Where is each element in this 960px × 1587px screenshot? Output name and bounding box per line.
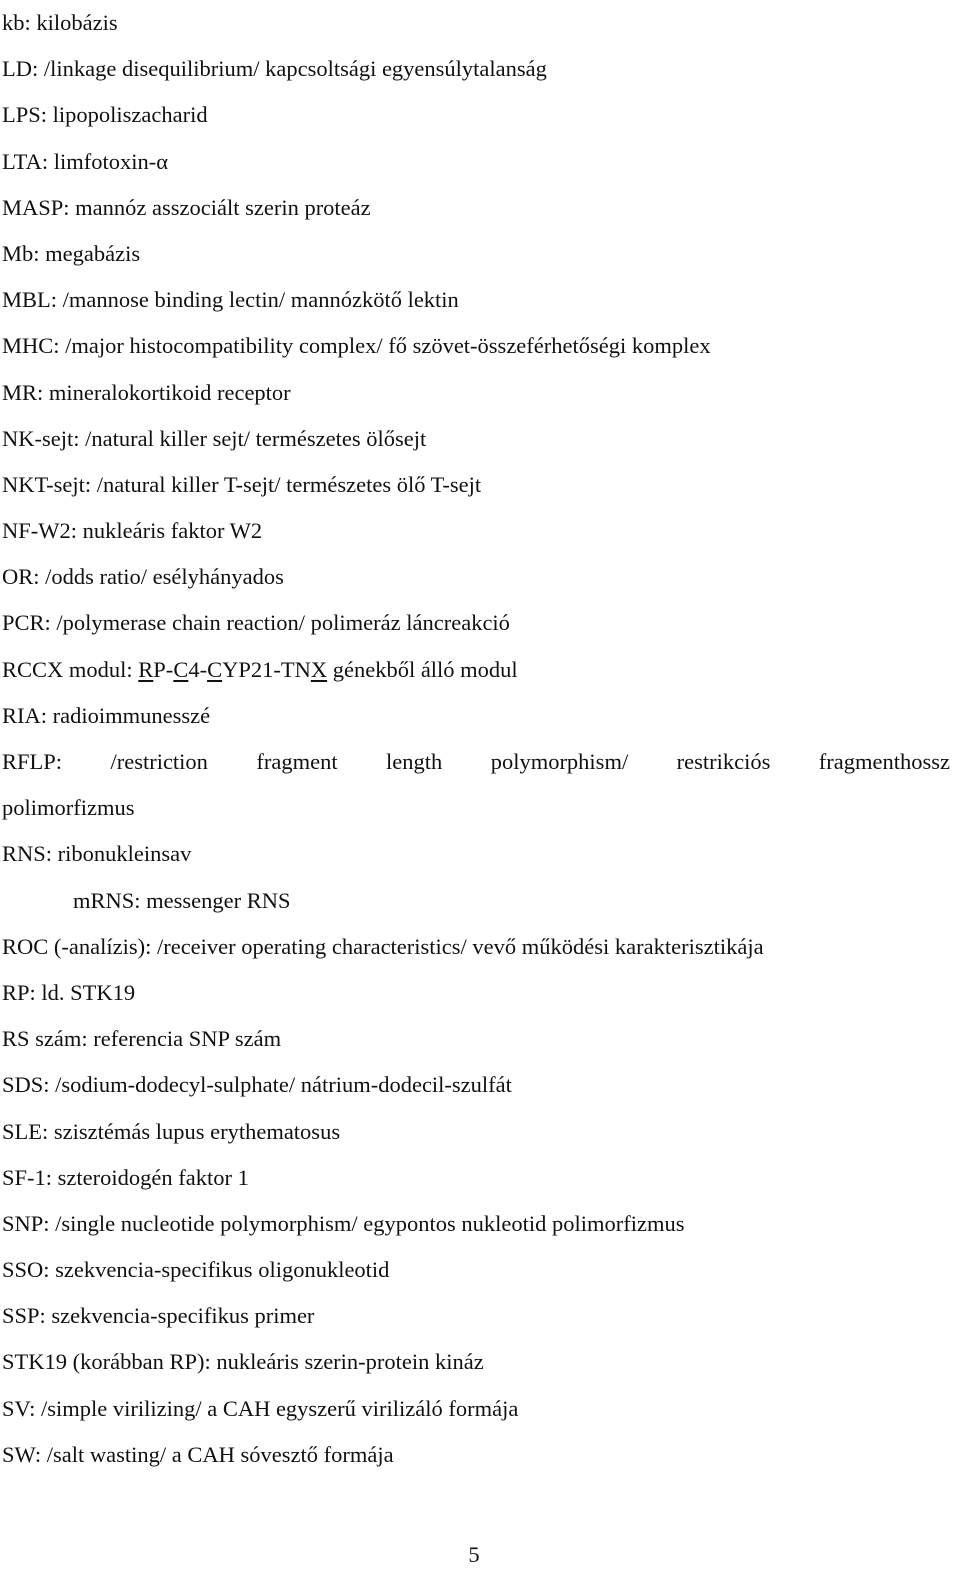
abbreviation-entry-mr: MR: mineralokortikoid receptor bbox=[2, 379, 291, 405]
abbreviation-entry-sv: SV: /simple virilizing/ a CAH egyszerű virilizáló formája bbox=[2, 1395, 519, 1421]
abbreviation-entry-ssp: SSP: szekvencia-specifikus primer bbox=[2, 1303, 315, 1329]
abbreviation-entry-sf-1: SF-1: szteroidogén faktor 1 bbox=[2, 1164, 249, 1190]
abbreviation-entry-rs: RS szám: referencia SNP szám bbox=[2, 1026, 282, 1052]
abbreviation-entry-mb: Mb: megabázis bbox=[2, 240, 141, 266]
abbreviation-entry-rflp: RFLP: /restriction fragment length polymorphism/ restrikciós fragmenthossz bbox=[2, 749, 950, 774]
rccx-underlined-c2: C bbox=[207, 656, 223, 682]
rccx-suffix: génekből álló modul bbox=[327, 656, 518, 682]
abbreviation-entry-mbl: MBL: /mannose binding lectin/ mannózkötő lektin bbox=[2, 287, 459, 313]
abbreviation-entry-pcr: PCR: /polymerase chain reaction/ polimeráz láncreakció bbox=[2, 610, 510, 636]
abbreviation-entry-kb: kb: kilobázis bbox=[2, 10, 118, 35]
abbreviation-entry-lta: LTA: limfotoxin-α bbox=[2, 148, 169, 174]
abbreviation-entry-ria: RIA: radioimmunesszé bbox=[2, 702, 211, 728]
rccx-underlined-c: C bbox=[173, 656, 189, 682]
rccx-yp21-tn: YP21-TN bbox=[222, 656, 311, 682]
rccx-p-dash: P- bbox=[153, 656, 174, 682]
abbreviation-entry-sw: SW: /salt wasting/ a CAH sóvesztő formája bbox=[2, 1441, 394, 1467]
abbreviation-entry-nf-w2: NF-W2: nukleáris faktor W2 bbox=[2, 518, 263, 544]
abbreviation-entry-rflp-continued: polimorfizmus bbox=[2, 795, 135, 821]
abbreviation-entry-rns: RNS: ribonukleinsav bbox=[2, 841, 192, 867]
abbreviation-entry-rccx bbox=[2, 647, 950, 693]
abbreviation-list bbox=[2, 0, 950, 1478]
abbreviation-entry-masp: MASP: mannóz asszociált szerin proteáz bbox=[2, 194, 371, 220]
abbreviation-entry-nkt-sejt: NKT-sejt: /natural killer T-sejt/ természetes ölő T-sejt bbox=[2, 471, 482, 497]
abbreviation-entry-sso: SSO: szekvencia-specifikus oligonukleotid bbox=[2, 1257, 390, 1283]
abbreviation-subentry-mrns: mRNS: messenger RNS bbox=[73, 887, 291, 913]
page-number: 5 bbox=[468, 1542, 480, 1567]
rccx-prefix: RCCX modul: bbox=[2, 656, 139, 682]
rccx-underlined-r: R bbox=[138, 656, 154, 682]
abbreviation-entry-or: OR: /odds ratio/ esélyhányados bbox=[2, 564, 284, 590]
abbreviation-entry-nk-sejt: NK-sejt: /natural killer sejt/ természetes ölősejt bbox=[2, 425, 427, 451]
rccx-four-dash: 4- bbox=[188, 656, 208, 682]
abbreviation-entry-snp: SNP: /single nucleotide polymorphism/ egypontos nukleotid polimorfizmus bbox=[2, 1210, 685, 1236]
abbreviation-entry-ld: LD: /linkage disequilibrium/ kapcsoltsági egyensúlytalanság bbox=[2, 56, 547, 82]
abbreviation-entry-rp: RP: ld. STK19 bbox=[2, 979, 136, 1005]
abbreviation-entry-roc: ROC (-analízis): /receiver operating characteristics/ vevő működési karakterisztikája bbox=[2, 933, 764, 959]
abbreviation-entry-stk19: STK19 (korábban RP): nukleáris szerin-protein kináz bbox=[2, 1349, 484, 1375]
abbreviation-entry-sds: SDS: /sodium-dodecyl-sulphate/ nátrium-dodecil-szulfát bbox=[2, 1072, 512, 1098]
abbreviation-entry-mhc: MHC: /major histocompatibility complex/ fő szövet-összeférhetőségi komplex bbox=[2, 333, 711, 359]
abbreviation-entry-sle: SLE: szisztémás lupus erythematosus bbox=[2, 1118, 341, 1144]
rccx-underlined-x: X bbox=[310, 656, 328, 682]
abbreviation-entry-lps: LPS: lipopoliszacharid bbox=[2, 102, 208, 128]
